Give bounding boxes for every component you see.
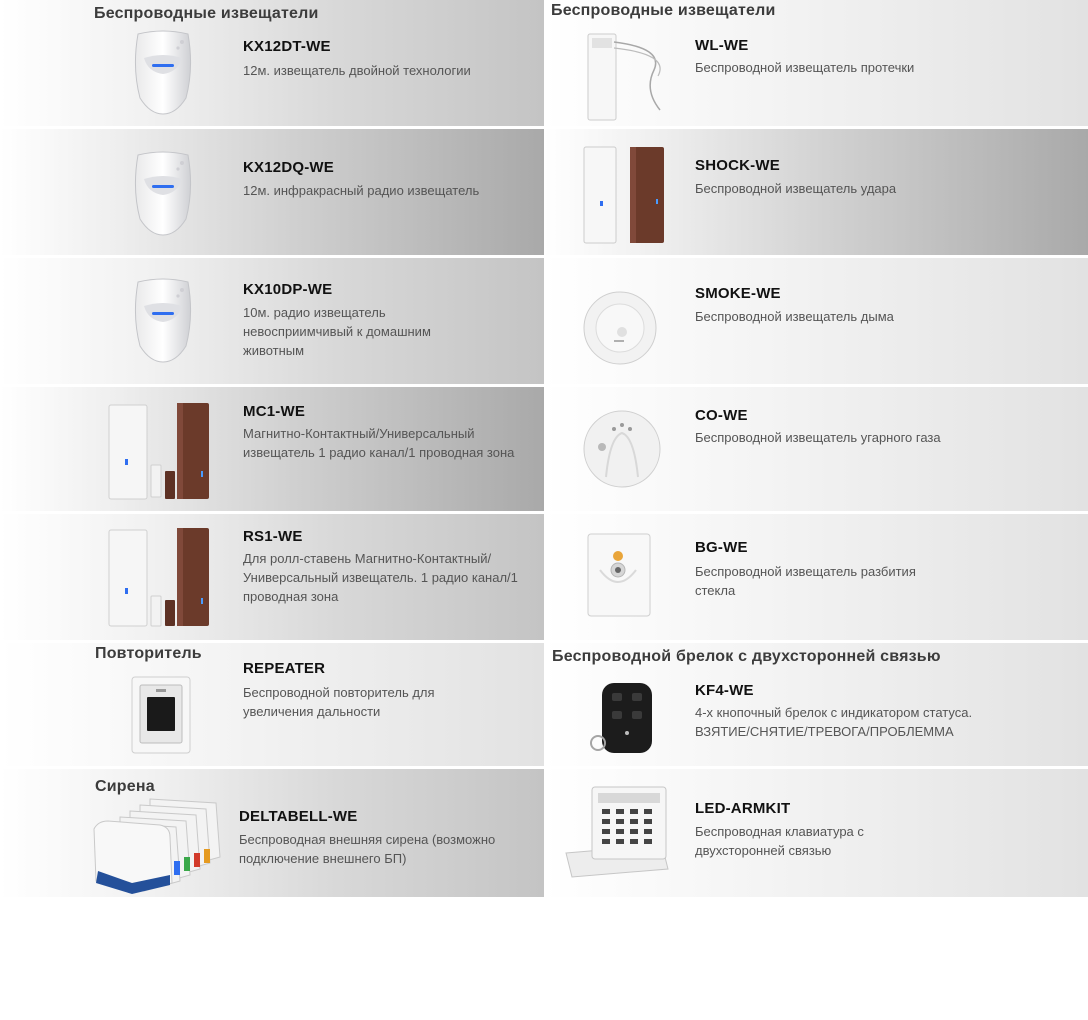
product-model: LED-ARMKIT xyxy=(695,800,791,817)
product-description: Беспроводной извещатель дыма xyxy=(695,309,894,324)
product-model: WL-WE xyxy=(695,37,749,54)
product-description: Для ролл-ставень Магнитно-Контактный/Универсальный извещатель. 1 радио канал/1 проводная зона xyxy=(243,551,518,604)
product-model: SMOKE-WE xyxy=(695,285,781,302)
section-heading: Беспроводной брелок с двухсторонней связью xyxy=(552,648,941,665)
product-model: RS1-WE xyxy=(243,528,303,545)
product-description: Беспроводная клавиатура с двухсторонней связью xyxy=(695,824,864,858)
section-heading: Беспроводные извещатели xyxy=(94,5,319,22)
water-leak-detector-icon xyxy=(584,30,674,126)
product-row xyxy=(0,643,544,766)
product-row xyxy=(544,387,1088,511)
product-model: KX10DP-WE xyxy=(243,281,333,298)
product-model: KF4-WE xyxy=(695,682,754,699)
glass-break-detector-icon xyxy=(584,530,654,625)
product-description: 12м. извещатель двойной технологии xyxy=(243,63,471,78)
magnetic-contact-icon xyxy=(103,401,213,506)
product-row xyxy=(544,258,1088,384)
product-description: Беспроводной извещатель протечки xyxy=(695,60,915,75)
product-description: Беспроводной извещатель угарного газа xyxy=(695,430,941,445)
product-model: SHOCK-WE xyxy=(695,157,780,174)
product-description: 10м. радио извещатель невосприимчивый к домашним животным xyxy=(243,305,431,358)
product-description: Беспроводной извещатель удара xyxy=(695,181,897,196)
product-row xyxy=(544,769,1088,897)
product-model: BG-WE xyxy=(695,539,748,556)
magnetic-contact-icon xyxy=(103,526,213,635)
keypad-icon xyxy=(562,783,672,886)
product-row xyxy=(0,387,544,511)
product-row xyxy=(544,129,1088,255)
repeater-icon xyxy=(130,675,192,760)
keyfob-icon xyxy=(588,681,658,762)
pir-detector-icon xyxy=(128,149,198,242)
shock-detector-icon xyxy=(582,145,672,250)
product-model: KX12DQ-WE xyxy=(243,159,334,176)
product-model: DELTABELL-WE xyxy=(239,808,358,825)
product-description: Беспроводной извещатель разбития стекла xyxy=(695,564,916,598)
section-heading: Повторитель xyxy=(95,645,202,662)
product-description: Беспроводная внешняя сирена (возможно подключение внешнего БП) xyxy=(239,832,496,866)
product-description: Беспроводной повторитель для увеличения дальности xyxy=(243,685,435,719)
pir-detector-icon xyxy=(128,276,198,369)
pir-detector-icon xyxy=(128,28,198,121)
product-description: Магнитно-Контактный/Универсальный извещатель 1 радио канал/1 проводная зона xyxy=(243,426,515,460)
product-row xyxy=(0,258,544,384)
product-model: REPEATER xyxy=(243,660,326,677)
right-column xyxy=(544,0,1088,897)
product-row xyxy=(544,643,1088,766)
product-row xyxy=(0,0,544,126)
product-model: KX12DT-WE xyxy=(243,38,331,55)
product-model: CO-WE xyxy=(695,407,748,424)
product-description: 4-х кнопочный брелок с индикатором статуса. ВЗЯТИЕ/СНЯТИЕ/ТРЕВОГА/ПРОБЛЕММА xyxy=(695,705,973,739)
product-row xyxy=(544,514,1088,640)
product-row xyxy=(0,514,544,640)
section-heading: Сирена xyxy=(95,778,155,795)
co-detector-icon xyxy=(582,407,662,496)
section-heading: Беспроводные извещатели xyxy=(551,2,776,19)
siren-icon xyxy=(88,795,228,897)
product-row xyxy=(0,769,544,897)
product-row xyxy=(544,0,1088,126)
product-row xyxy=(0,129,544,255)
product-model: MC1-WE xyxy=(243,403,306,420)
left-column xyxy=(0,0,544,897)
product-description: 12м. инфракрасный радио извещатель xyxy=(243,183,480,198)
smoke-detector-icon xyxy=(580,288,660,373)
